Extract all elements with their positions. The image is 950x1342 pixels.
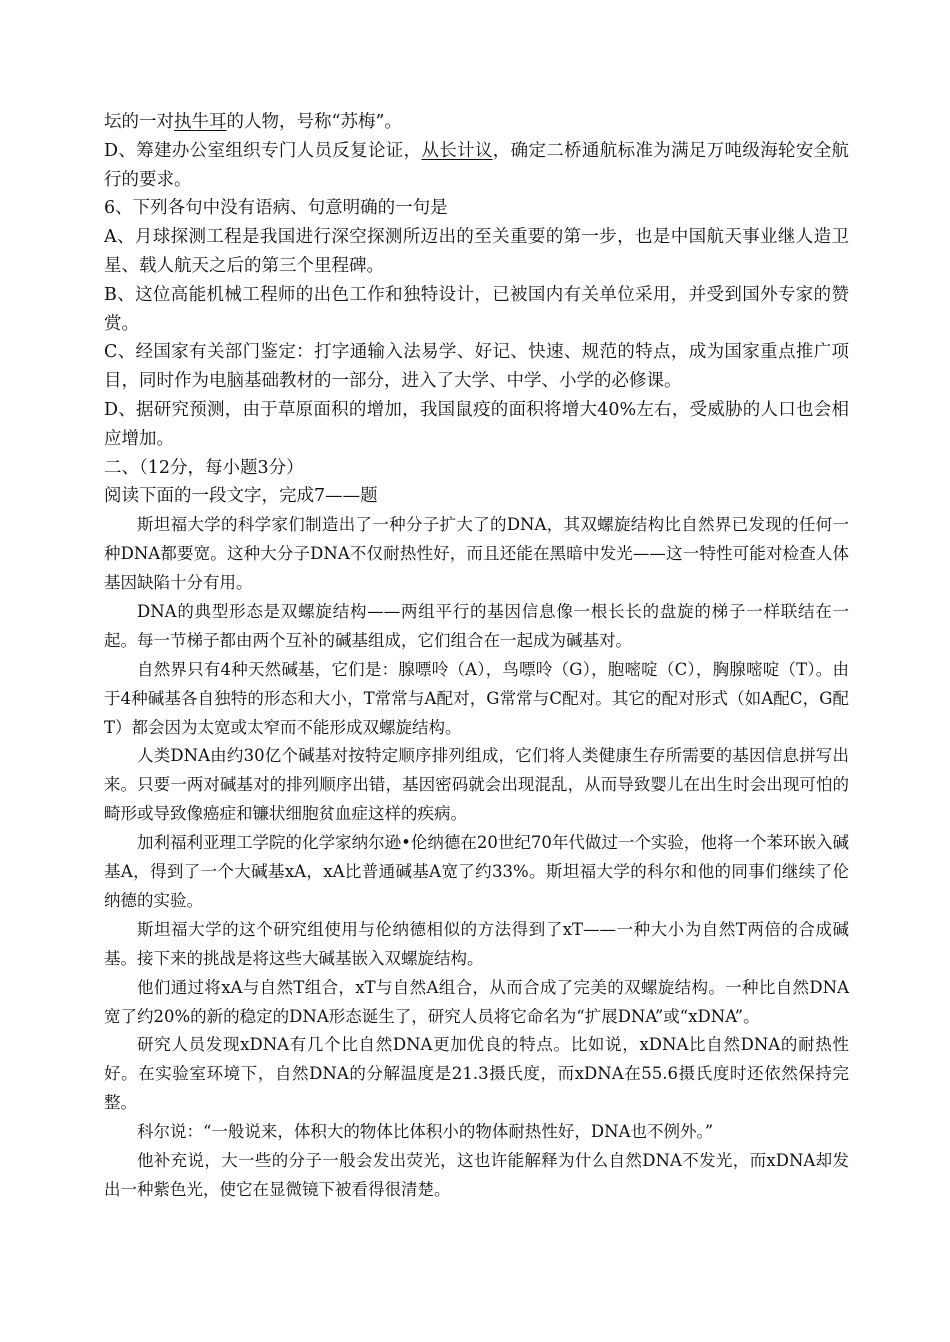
reading-passage <box>104 511 849 1205</box>
passage-paragraph: 他补充说，大一些的分子一般会发出荧光，这也许能解释为什么自然DNA不发光，而xDNA却发出一种紫色光，使它在显微镜下被看得很清楚。 <box>104 1151 849 1199</box>
passage-paragraph: DNA的典型形态是双螺旋结构——两组平行的基因信息像一根长长的盘旋的梯子一样联结在一起。每一节梯子都由两个互补的碱基组成，它们组合在一起成为碱基对。 <box>104 601 849 650</box>
underlined-phrase: 从长计议 <box>421 140 493 161</box>
questions-section <box>104 108 849 511</box>
q6-option-d: D、据研究预测，由于草原面积的增加，我国鼠疫的面积将增大40%左右，受威胁的人口也会相应增加。 <box>104 399 849 449</box>
q6-option-a: A、月球探测工程是我国进行深空探测所迈出的至关重要的第一步，也是中国航天事业继人造卫星、载人航天之后的第三个里程碑。 <box>104 227 849 276</box>
passage-paragraph: 科尔说：“一般说来，体积大的物体比体积小的物体耐热性好，DNA也不例外。” <box>137 1122 714 1142</box>
q6-option-c: C、经国家有关部门鉴定：打字通输入法易学、好记、快速、规范的特点，成为国家重点推广项目，同时作为电脑基础教材的一部分，进入了大学、中学、小学的必修课。 <box>104 342 849 392</box>
question-6-stem: 6、下列各句中没有语病、句意明确的一句是 <box>104 198 448 219</box>
text-span: 坛的一对 <box>104 112 174 132</box>
q5-option-d <box>104 137 849 195</box>
passage-paragraph: 他们通过将xA与自然T组合，xT与自然A组合，从而合成了完美的双螺旋结构。一种比自然DNA宽了约20%的新的稳定的DNA形态诞生了，研究人员将它命名为“扩展DNA”或“xDNA”。 <box>104 977 849 1026</box>
passage-paragraph: 斯坦福大学的这个研究组使用与伦纳德相似的方法得到了xT——一种大小为自然T两倍的合成碱基。接下来的挑战是将这些大碱基嵌入双螺旋结构。 <box>104 919 849 968</box>
passage-paragraph: 人类DNA由约30亿个碱基对按特定顺序排列组成，它们将人类健康生存所需要的基因信息拼写出来。只要一两对碱基对的排列顺序出错，基因密码就会出现混乱，从而导致婴儿在出生时会出现可怕的畸形或导致像癌症和镰状细胞贫血症这样的疾病。 <box>104 746 849 824</box>
text-span: 的人物，号称“苏梅”。 <box>226 112 402 132</box>
q6-option-b: B、这位高能机械工程师的出色工作和独特设计，已被国内有关单位采用，并受到国外专家的赞赏。 <box>104 284 849 334</box>
reading-instruction: 阅读下面的一段文字，完成7——题 <box>104 486 378 507</box>
exam-page <box>104 108 849 1205</box>
q5-option-c-tail <box>104 108 849 137</box>
text-span: D、筹建办公室组织专门人员反复论证， <box>104 140 422 161</box>
passage-paragraph: 自然界只有4种天然碱基，它们是：腺嘌呤（A），鸟嘌呤（G），胞嘧啶（C），胸腺嘧啶（T）。由于4种碱基各自独特的形态和大小，T常常与A配对，G常常与C配对。其它的配对形式（如A配C，G配T）都会因为太宽或太窄而不能形成双螺旋结构。 <box>104 659 849 737</box>
text-span: ，确定二桥通航标准为满足万吨级海轮安全航行的要求。 <box>104 140 850 190</box>
part-2-heading: 二、（12分，每小题3分） <box>104 457 304 478</box>
passage-paragraph: 加利福利亚理工学院的化学家纳尔逊•伦纳德在20世纪70年代做过一个实验，他将一个苯环嵌入碱基A，得到了一个大碱基xA，xA比普通碱基A宽了约33%。斯坦福大学的科尔和他的同事们继续了伦纳德的实验。 <box>104 833 849 910</box>
passage-paragraph: 研究人员发现xDNA有几个比自然DNA更加优良的特点。比如说，xDNA比自然DNA的耐热性好。在实验室环境下，自然DNA的分解温度是21.3摄氏度，而xDNA在55.6摄氏度时还依然保持完整。 <box>104 1035 849 1113</box>
passage-paragraph: 斯坦福大学的科学家们制造出了一种分子扩大了的DNA，其双螺旋结构比自然界已发现的任何一种DNA都要宽。这种大分子DNA不仅耐热性好，而且还能在黑暗中发光——这一特性可能对检查人体基因缺陷十分有用。 <box>104 515 849 592</box>
underlined-phrase: 执牛耳 <box>174 112 227 132</box>
